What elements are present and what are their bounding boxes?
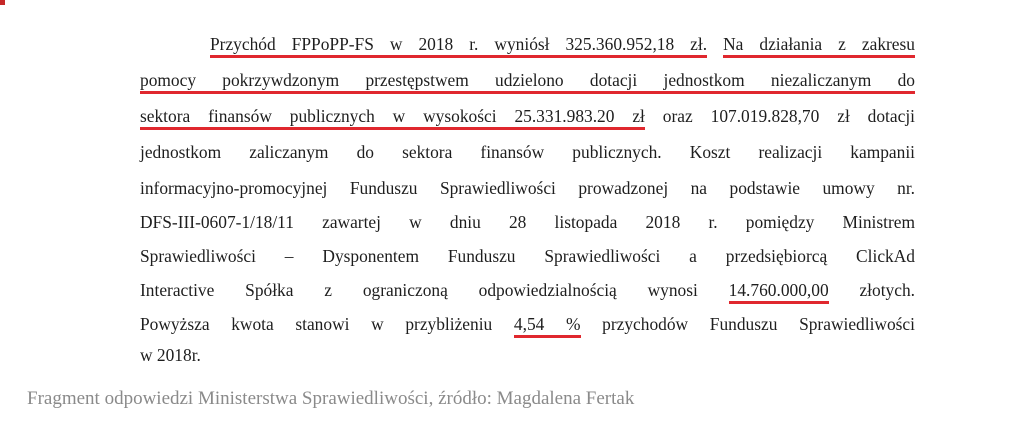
document-text: informacyjno-promocyjnej Funduszu Sprawiedliwości prowadzonej na podstawie umowy nr.: [140, 178, 915, 198]
document-line: [140, 314, 915, 344]
document-text: [707, 34, 723, 54]
document-text: w 2018r.: [140, 345, 201, 365]
document-line: [140, 142, 915, 172]
document-text: Sprawiedliwości – Dysponentem Funduszu Sprawiedliwości a przedsiębiorcą ClickAd: [140, 246, 915, 266]
scanned-document: [140, 22, 920, 372]
document-text: Powyższa kwota stanowi w przybliżeniu: [140, 314, 514, 334]
document-text: przychodów Funduszu Sprawiedliwości: [580, 314, 915, 334]
document-text: Interactive Spółka z ograniczoną odpowiedzialnością wynosi: [140, 280, 729, 300]
document-text: jednostkom zaliczanym do sektora finansów publicznych. Koszt realizacji kampanii: [140, 142, 915, 162]
document-line: [140, 280, 915, 310]
highlighted-text: 4,54 %: [514, 314, 581, 338]
document-text: oraz 107.019.828,70 zł dotacji: [644, 106, 915, 126]
highlighted-text: pomocy pokrzywdzonym przestępstwem udzielono dotacji jednostkom niezaliczanym do: [140, 70, 915, 94]
highlighted-text: 14.760.000,00: [729, 280, 829, 304]
document-line: [140, 178, 915, 208]
document-line: [140, 246, 915, 276]
highlighted-text: sektora finansów publicznych w wysokości 25.331.983.20 zł: [140, 106, 645, 130]
highlighted-text: Przychód FPPoPP-FS w 2018 r. wyniósł 325.360.952,18 zł.: [210, 34, 707, 58]
corner-mark: [0, 0, 5, 5]
document-line: [140, 106, 915, 136]
document-line: [140, 345, 915, 375]
figure-caption: Fragment odpowiedzi Ministerstwa Sprawiedliwości, źródło: Magdalena Fertak: [27, 388, 635, 409]
document-line: [140, 70, 915, 100]
document-line: [210, 34, 915, 64]
document-text: DFS-III-0607-1/18/11 zawartej w dniu 28 listopada 2018 r. pomiędzy Ministrem: [140, 212, 915, 232]
document-text: złotych.: [828, 280, 915, 300]
highlighted-text: Na działania z zakresu: [723, 34, 915, 58]
document-line: [140, 212, 915, 242]
